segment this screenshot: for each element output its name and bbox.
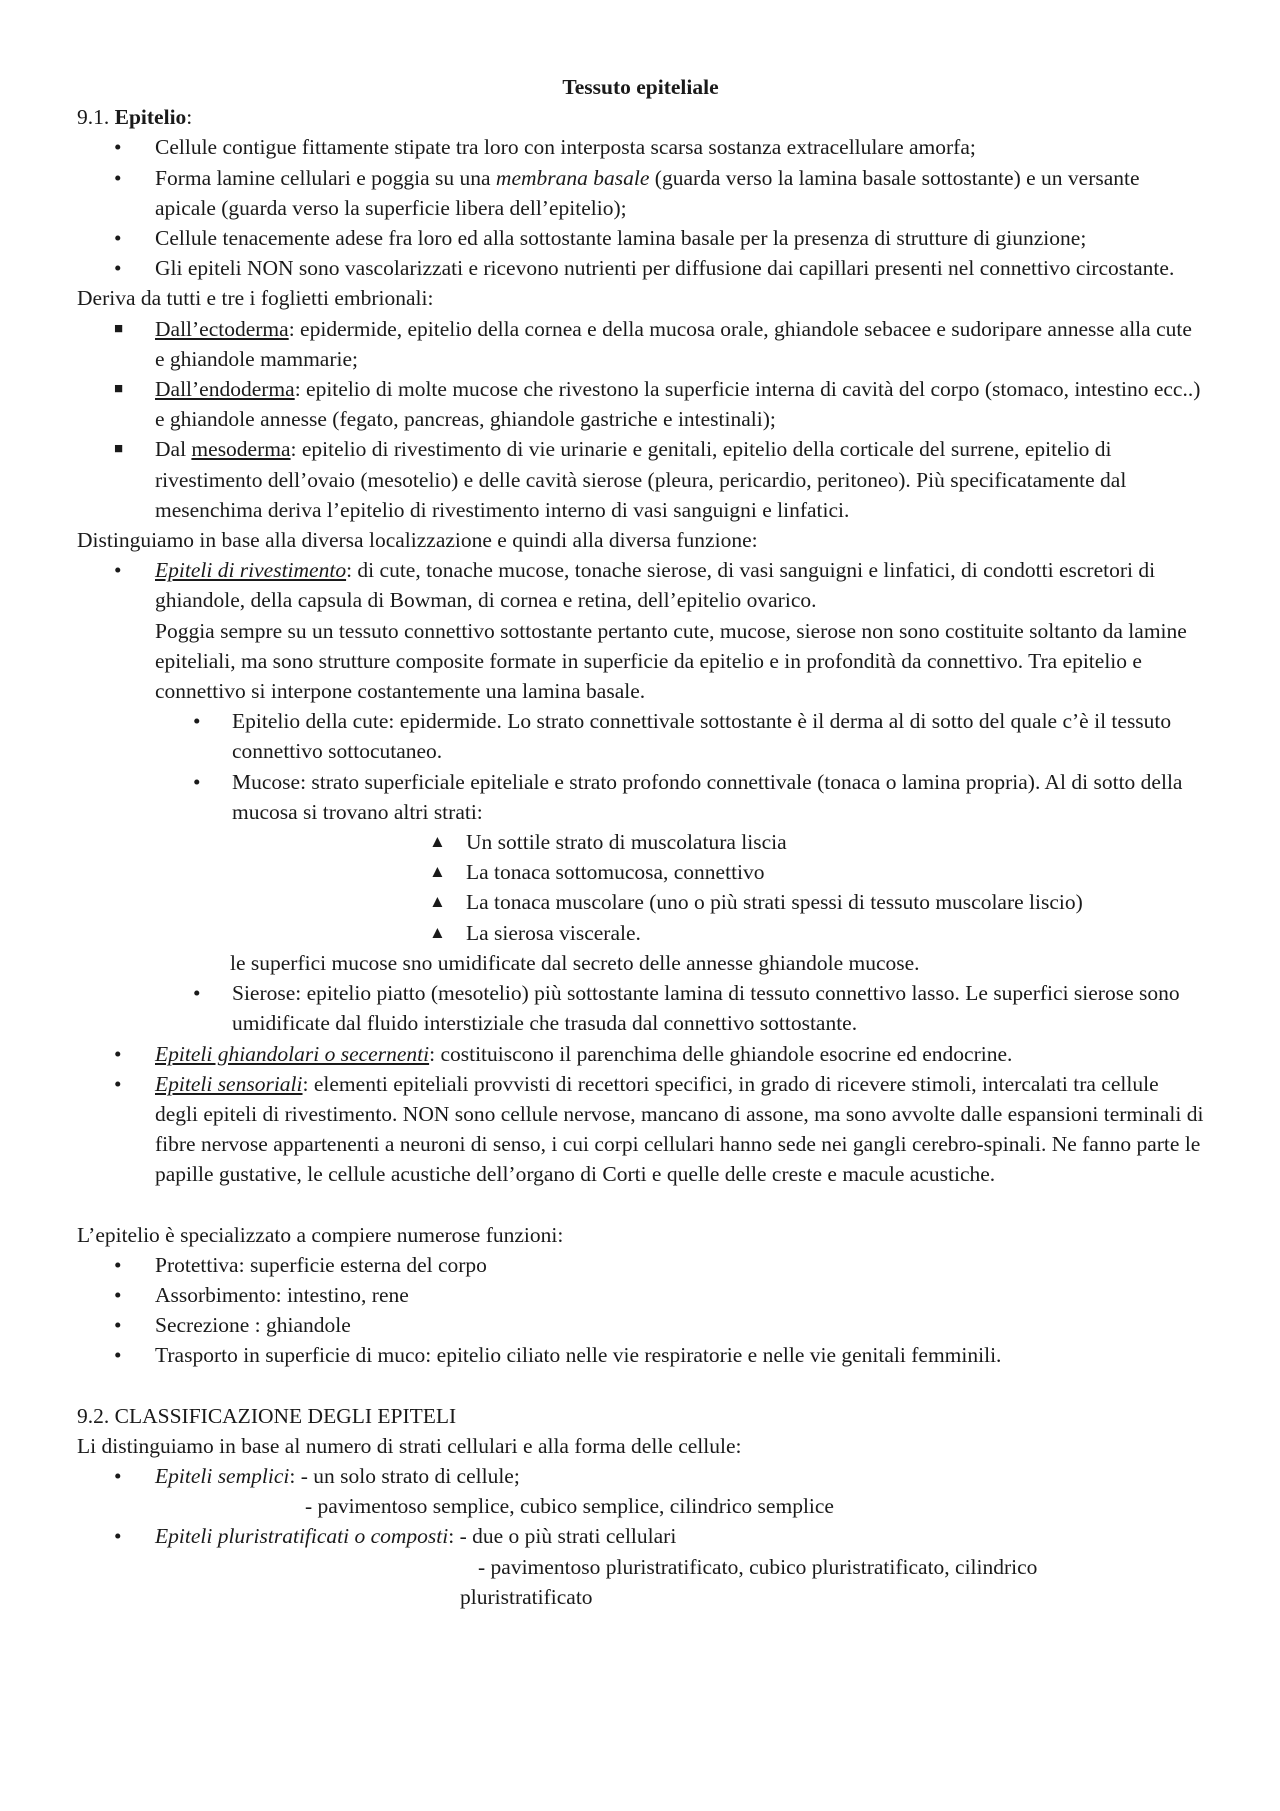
list-item-composti: • Epiteli pluristratificati o composti: - due o più strati cellulari xyxy=(77,1521,1204,1551)
list-item: • Sierose: epitelio piatto (mesotelio) più sottostante lamina di tessuto connettivo lasso. Le superfici sierose sono umidificate dal fluido interstiziale che trasuda dal connettivo sottostante. xyxy=(77,978,1204,1038)
square-bullet-icon: ■ xyxy=(114,320,124,337)
list-item-ghiandolari: • Epiteli ghiandolari o secernenti: costituiscono il parenchima delle ghiandole esocrine ed endocrine. xyxy=(77,1039,1204,1069)
square-bullet-icon: ■ xyxy=(114,441,124,458)
list-item: • Trasporto in superficie di muco: epitelio ciliato nelle vie respiratorie e nelle vie genitali femminili. xyxy=(77,1340,1204,1370)
list-item: • Assorbimento: intestino, rene xyxy=(77,1280,1204,1310)
bullet-icon: • xyxy=(114,256,122,281)
triangle-bullet-icon: ▲ xyxy=(429,832,446,852)
origin-intro: Deriva da tutti e tre i foglietti embrionali: xyxy=(77,286,434,311)
bullet-icon: • xyxy=(193,709,201,734)
triangle-bullet-icon: ▲ xyxy=(429,922,446,942)
semplici-types: - pavimentoso semplice, cubico semplice, cilindrico semplice xyxy=(305,1494,834,1519)
triangle-bullet-icon: ▲ xyxy=(429,862,446,882)
classification-list-cont xyxy=(77,1521,1204,1551)
list-item: ■ Dall’endoderma: epitelio di molte mucose che rivestono la superficie interna di cavità del corpo (stomaco, intestino ecc..) e ghiandole annesse (fegato, pancreas, ghiandole gastriche e intestinali); xyxy=(77,374,1204,434)
mucosa-layers xyxy=(77,827,1204,948)
mucose-note: le superfici mucose sno umidificate dal secreto delle annesse ghiandole mucose. xyxy=(230,950,920,975)
bullet-icon: • xyxy=(114,1252,122,1277)
bullet-icon: • xyxy=(114,1282,122,1307)
bullet-icon: • xyxy=(114,558,122,583)
list-item: ■ Dall’ectoderma: epidermide, epitelio della cornea e della mucosa orale, ghiandole sebacee e sudoripare annesse alla cute e ghiandole mammarie; xyxy=(77,314,1204,374)
list-item: ▲ Un sottile strato di muscolatura liscia xyxy=(77,827,1204,857)
bullet-icon: • xyxy=(114,1071,122,1096)
page-title: Tessuto epiteliale xyxy=(562,75,719,99)
bullet-icon: • xyxy=(114,226,122,251)
list-item-rivestimento: • Epiteli di rivestimento: di cute, tonache mucose, tonache sierose, di vasi sanguigni e linfatici, di condotti escretori di ghiandole, della capsula di Bowman, di cornea e retina, dell’epitelio ovarico. Poggia sempre su un tessuto connettivo sottostante pertanto cute, mucose, sierose non sono costituite soltanto da lamine epiteliali, ma sono strutture composite formate in superficie da epitelio e in profondità da connettivo. Tra epitelio e connettivo si interpone costantemente una lamina basale. xyxy=(77,555,1204,706)
rivestimento-sublist xyxy=(77,706,1204,827)
list-item: ▲ La tonaca muscolare (uno o più strati spessi di tessuto muscolare liscio) xyxy=(77,887,1204,917)
bullet-icon: • xyxy=(114,135,122,160)
functions-intro: L’epitelio è specializzato a compiere numerose funzioni: xyxy=(77,1222,564,1247)
bullet-icon: • xyxy=(193,769,201,794)
bullet-icon: • xyxy=(114,1313,122,1338)
list-item: • Mucose: strato superficiale epiteliale e strato profondo connettivale (tonaca o lamina propria). Al di sotto della mucosa si trovano altri strati: xyxy=(77,767,1204,827)
bullet-icon: • xyxy=(114,165,122,190)
classification-intro: Li distinguiamo in base al numero di strati cellulari e alla forma delle cellule: xyxy=(77,1433,742,1458)
classification-list xyxy=(77,1461,1204,1491)
list-item: • Protettiva: superficie esterna del corpo xyxy=(77,1250,1204,1280)
bullet-icon: • xyxy=(114,1463,122,1488)
list-item: • Secrezione : ghiandole xyxy=(77,1310,1204,1340)
rivestimento-paragraph: Poggia sempre su un tessuto connettivo sottostante pertanto cute, mucose, sierose non sono costituite soltanto da lamine epiteliali, ma sono strutture composite formate in superficie da epitelio e in profondità da connettivo. Tra epitelio e connettivo si interpone costantemente una lamina basale. xyxy=(155,618,1187,704)
section-heading-9-2: 9.2. CLASSIFICAZIONE DEGLI EPITELI xyxy=(77,1403,457,1428)
section-heading-9-1: 9.1. Epitelio: xyxy=(77,105,193,130)
list-item: • Gli epiteli NON sono vascolarizzati e ricevono nutrienti per diffusione dai capillari presenti nel connettivo circostante. xyxy=(77,253,1204,283)
square-bullet-icon: ■ xyxy=(114,381,124,398)
bullet-icon: • xyxy=(114,1041,122,1066)
list-item: • Cellule tenacemente adese fra loro ed alla sottostante lamina basale per la presenza di strutture di giunzione; xyxy=(77,223,1204,253)
bullet-icon: • xyxy=(193,981,201,1006)
list-item: • Epitelio della cute: epidermide. Lo strato connettivale sottostante è il derma al di sotto del quale c’è il tessuto connettivo sottocutaneo. xyxy=(77,706,1204,766)
list-item: ■ Dal mesoderma: epitelio di rivestimento di vie urinarie e genitali, epitelio della corticale del surrene, epitelio di rivestimento dell’ovaio (mesotelio) e delle cavità sierose (pleura, pericardio, peritoneo). Più specificatamente dal mesenchima deriva l’epitelio di rivestimento interno di vasi sanguigni e linfatici. xyxy=(77,434,1204,525)
sierose-list xyxy=(77,978,1204,1038)
list-item: • Forma lamine cellulari e poggia su una membrana basale (guarda verso la lamina basale sottostante) e un versante apicale (guarda verso la superficie libera dell’epitelio); xyxy=(77,163,1204,223)
bullet-icon: • xyxy=(114,1343,122,1368)
types-intro: Distinguiamo in base alla diversa localizzazione e quindi alla diversa funzione: xyxy=(77,528,758,553)
composti-types: - pavimentoso pluristratificato, cubico pluristratificato, cilindrico xyxy=(478,1554,1038,1579)
epitelio-bullets xyxy=(77,132,1204,283)
functions-list xyxy=(77,1250,1204,1371)
list-item: ▲ La sierosa viscerale. xyxy=(77,918,1204,948)
composti-types-cont: pluristratificato xyxy=(460,1584,593,1609)
bullet-icon: • xyxy=(114,1524,122,1549)
list-item-semplici: • Epiteli semplici: - un solo strato di cellule; xyxy=(77,1461,1204,1491)
list-item: • Cellule contigue fittamente stipate tra loro con interposta scarsa sostanza extracellulare amorfa; xyxy=(77,132,1204,162)
origin-list xyxy=(77,314,1204,525)
epithelium-types xyxy=(77,555,1204,706)
list-item-sensoriali: • Epiteli sensoriali: elementi epiteliali provvisti di recettori specifici, in grado di ricevere stimoli, intercalati tra cellule degli epiteli di rivestimento. NON sono cellule nervose, mancano di assone, ma sono avvolte dalle espansioni terminali di fibre nervose appartenenti a neuroni di senso, i cui corpi cellulari hanno sede nei gangli cerebro-spinali. Ne fanno parte le papille gustative, le cellule acustiche dell’organo di Corti e quelle delle creste e macule acustiche. xyxy=(77,1069,1204,1190)
epithelium-types-cont xyxy=(77,1039,1204,1190)
triangle-bullet-icon: ▲ xyxy=(429,892,446,912)
list-item: ▲ La tonaca sottomucosa, connettivo xyxy=(77,857,1204,887)
